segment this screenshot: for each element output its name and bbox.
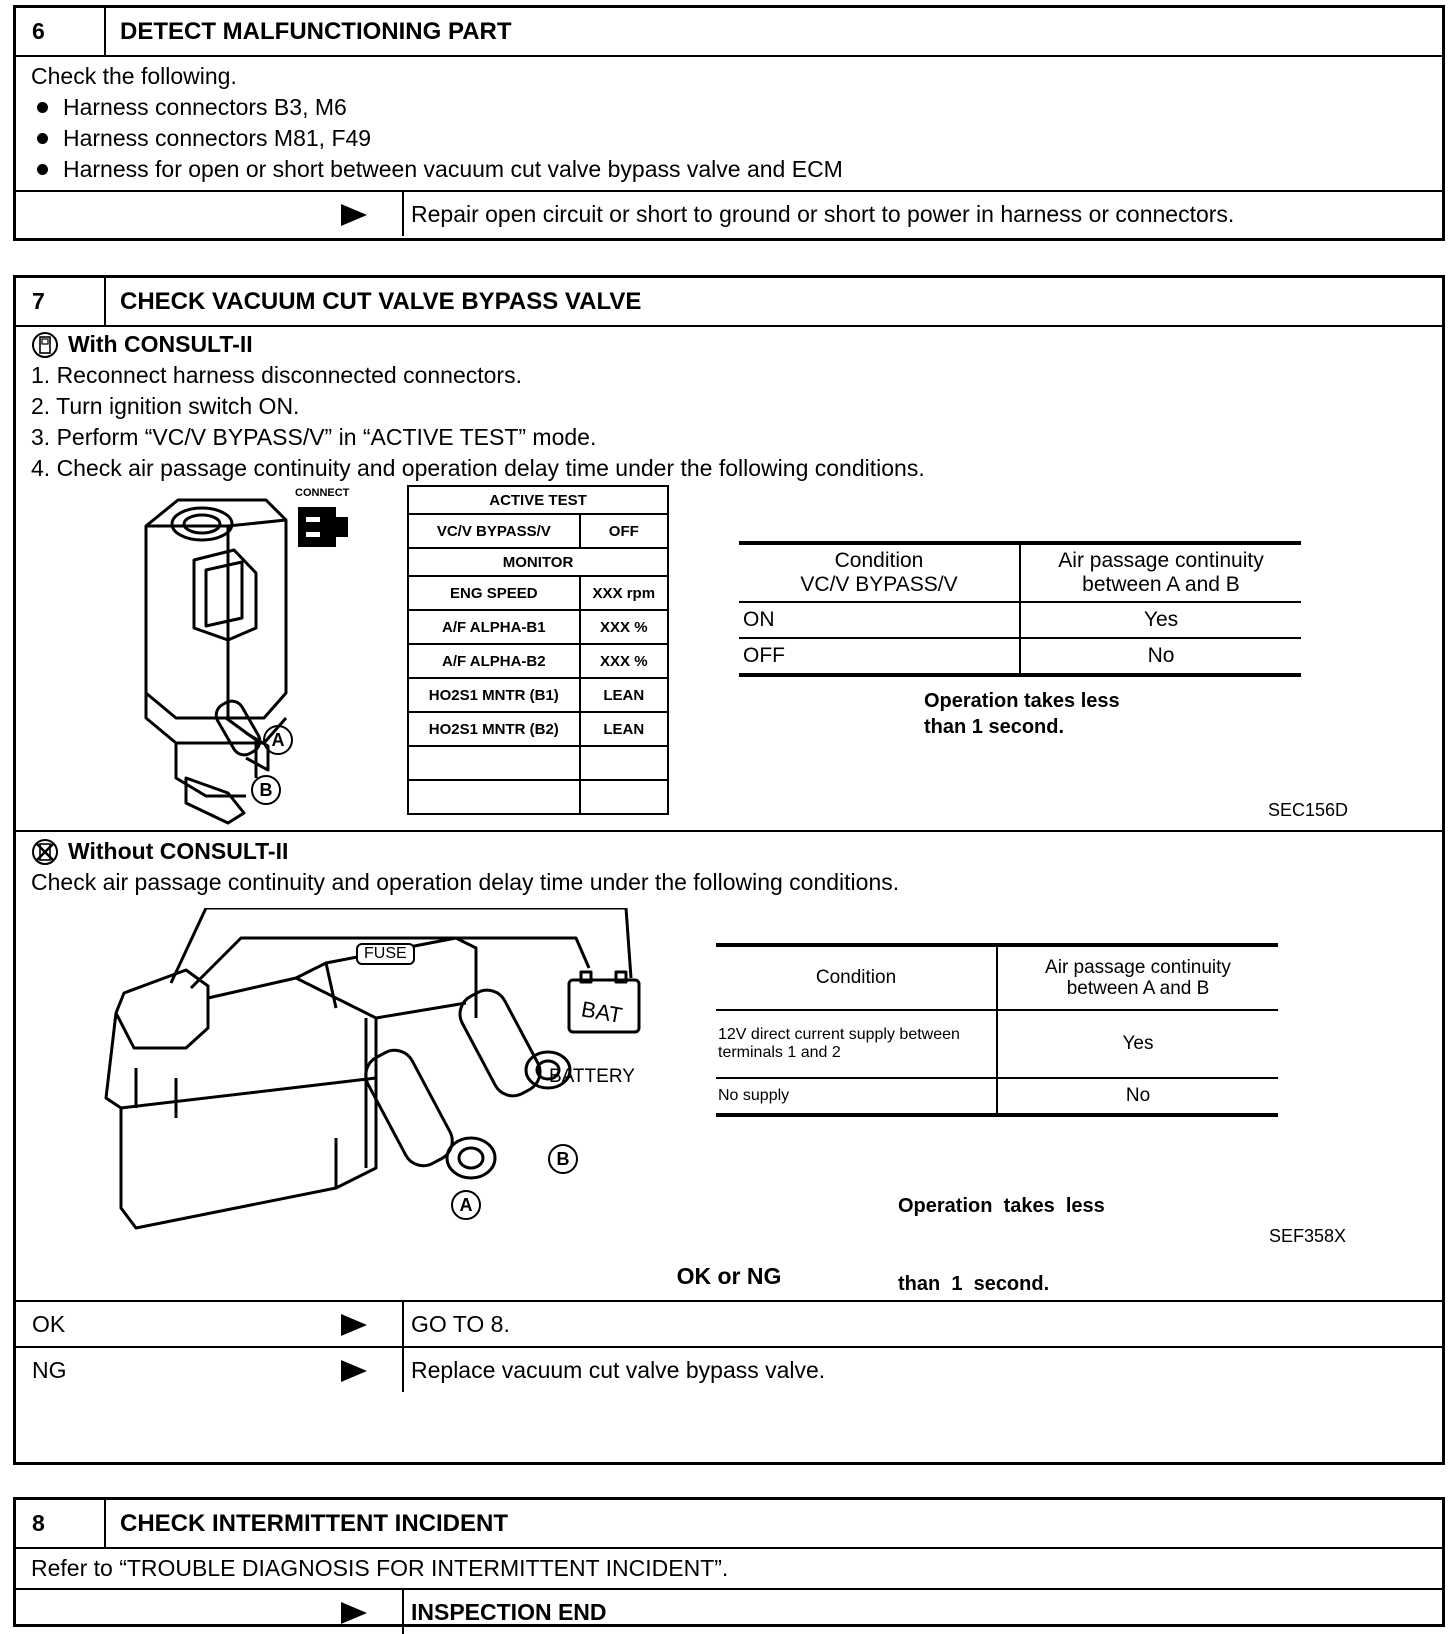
bypass-valve-illustration bbox=[116, 478, 396, 828]
condition-cell: 12V direct current supply between terminals 1 and 2 bbox=[716, 1010, 997, 1078]
port-a-label: A bbox=[263, 725, 293, 755]
air-cell: No bbox=[1147, 644, 1175, 667]
result-label: NG bbox=[32, 1357, 67, 1383]
without-consult-section bbox=[31, 836, 1431, 898]
test-item: VC/V BYPASS/V bbox=[408, 514, 580, 548]
intro-text: Check the following. bbox=[31, 63, 237, 89]
table-row-name: ENG SPEED bbox=[408, 576, 580, 610]
table-row-value: LEAN bbox=[580, 712, 668, 746]
step-number: 7 bbox=[16, 278, 106, 325]
step-8-body: Refer to “TROUBLE DIAGNOSIS FOR INTERMITTENT INCIDENT”. bbox=[31, 1555, 729, 1581]
air-passage-header: Air passage continuity between A and B bbox=[1045, 957, 1231, 999]
arrow-right-icon bbox=[341, 1314, 367, 1336]
step-title: CHECK INTERMITTENT INCIDENT bbox=[120, 1510, 508, 1537]
air-cell: No bbox=[1125, 1085, 1151, 1106]
result-text: INSPECTION END bbox=[402, 1590, 607, 1634]
step-title: DETECT MALFUNCTIONING PART bbox=[120, 18, 512, 45]
active-test-table bbox=[407, 485, 669, 815]
condition-table-consult bbox=[739, 541, 1301, 677]
with-consult-section bbox=[31, 329, 1431, 484]
result-row-ng bbox=[16, 1346, 1442, 1392]
procedure-step: 3. Perform “VC/V BYPASS/V” in “ACTIVE TEST” mode. bbox=[31, 424, 597, 450]
step-8-block bbox=[13, 1497, 1445, 1627]
table-row-value: XXX % bbox=[580, 644, 668, 678]
table-row-name: HO2S1 MNTR (B1) bbox=[408, 678, 580, 712]
port-a-label: A bbox=[451, 1190, 481, 1220]
air-passage-header: Air passage continuity between A and B bbox=[1058, 549, 1264, 596]
operation-note: Operation takes less than 1 second. bbox=[924, 690, 1120, 738]
port-b-label: B bbox=[548, 1144, 578, 1174]
step-7-block bbox=[13, 275, 1445, 1465]
step-number: 6 bbox=[16, 8, 106, 55]
table-row-name: A/F ALPHA-B1 bbox=[408, 610, 580, 644]
arrow-right-icon bbox=[341, 204, 367, 226]
battery-label: BATTERY bbox=[549, 1066, 635, 1087]
step-6-header bbox=[16, 8, 1442, 57]
condition-header: Condition VC/V BYPASS/V bbox=[739, 543, 1020, 602]
step-title: CHECK VACUUM CUT VALVE BYPASS VALVE bbox=[120, 288, 642, 315]
without-consult-heading: Without CONSULT-II bbox=[31, 836, 1431, 867]
empty-cell bbox=[408, 780, 580, 814]
connect-label: CONNECT bbox=[295, 487, 350, 499]
result-row bbox=[16, 1588, 1442, 1634]
table-row-name: A/F ALPHA-B2 bbox=[408, 644, 580, 678]
figure-id: SEC156D bbox=[1268, 800, 1349, 820]
table-row-value: XXX rpm bbox=[580, 576, 668, 610]
procedure-step: 1. Reconnect harness disconnected connectors. bbox=[31, 362, 522, 388]
port-b-label: B bbox=[251, 775, 281, 805]
step-number: 8 bbox=[16, 1500, 106, 1547]
ok-ng-rows bbox=[16, 1300, 1442, 1392]
step-6-body bbox=[16, 57, 1442, 190]
condition-cell: ON bbox=[739, 602, 1020, 638]
empty-cell bbox=[408, 746, 580, 780]
condition-cell: OFF bbox=[739, 638, 1020, 675]
air-cell: Yes bbox=[1122, 1033, 1154, 1054]
procedure-step: 4. Check air passage continuity and operation delay time under the following conditions. bbox=[31, 455, 925, 481]
result-text: GO TO 8. bbox=[402, 1302, 510, 1346]
procedure-step: 2. Turn ignition switch ON. bbox=[31, 393, 300, 419]
condition-table-direct bbox=[716, 943, 1278, 1117]
active-test-title: ACTIVE TEST bbox=[408, 486, 668, 514]
list-item: Harness for open or short between vacuum cut valve bypass valve and ECM bbox=[31, 154, 1442, 185]
bat-label: BAT bbox=[579, 996, 625, 1029]
result-text: Replace vacuum cut valve bypass valve. bbox=[402, 1348, 825, 1392]
without-consult-text: Check air passage continuity and operation delay time under the following conditions. bbox=[31, 869, 900, 895]
with-consult-heading: With CONSULT-II bbox=[31, 329, 1431, 360]
empty-cell bbox=[580, 780, 668, 814]
operation-note: Operation takes less than 1 second. bbox=[898, 1195, 1105, 1295]
no-consult-icon bbox=[31, 838, 59, 866]
consult-tool-icon bbox=[31, 331, 59, 359]
connector-plug-icon bbox=[292, 503, 354, 551]
condition-header: Condition bbox=[716, 945, 997, 1010]
list-item: Harness connectors M81, F49 bbox=[31, 123, 1442, 154]
bullet-icon bbox=[37, 102, 48, 113]
bullet-icon bbox=[37, 133, 48, 144]
air-cell: Yes bbox=[1143, 608, 1179, 631]
table-row-value: LEAN bbox=[580, 678, 668, 712]
ok-ng-heading: OK or NG bbox=[676, 1263, 782, 1289]
figure-id: SEF358X bbox=[1269, 1226, 1347, 1246]
fuse-label: FUSE bbox=[356, 943, 415, 965]
test-item-value: OFF bbox=[580, 514, 668, 548]
arrow-right-icon bbox=[341, 1360, 367, 1382]
list-item: Harness connectors B3, M6 bbox=[31, 92, 1442, 123]
bullet-icon bbox=[37, 164, 48, 175]
step-8-header bbox=[16, 1500, 1442, 1549]
result-text: Repair open circuit or short to ground or short to power in harness or connectors. bbox=[402, 192, 1234, 236]
table-row-value: XXX % bbox=[580, 610, 668, 644]
step-7-header bbox=[16, 278, 1442, 327]
result-row-ok bbox=[16, 1300, 1442, 1346]
monitor-heading: MONITOR bbox=[408, 548, 668, 576]
section-divider bbox=[16, 830, 1442, 832]
condition-cell: No supply bbox=[716, 1078, 997, 1115]
result-row bbox=[16, 190, 1442, 236]
arrow-right-icon bbox=[341, 1602, 367, 1624]
result-label: OK bbox=[32, 1311, 66, 1337]
empty-cell bbox=[580, 746, 668, 780]
table-row-name: HO2S1 MNTR (B2) bbox=[408, 712, 580, 746]
step-6-block bbox=[13, 5, 1445, 241]
